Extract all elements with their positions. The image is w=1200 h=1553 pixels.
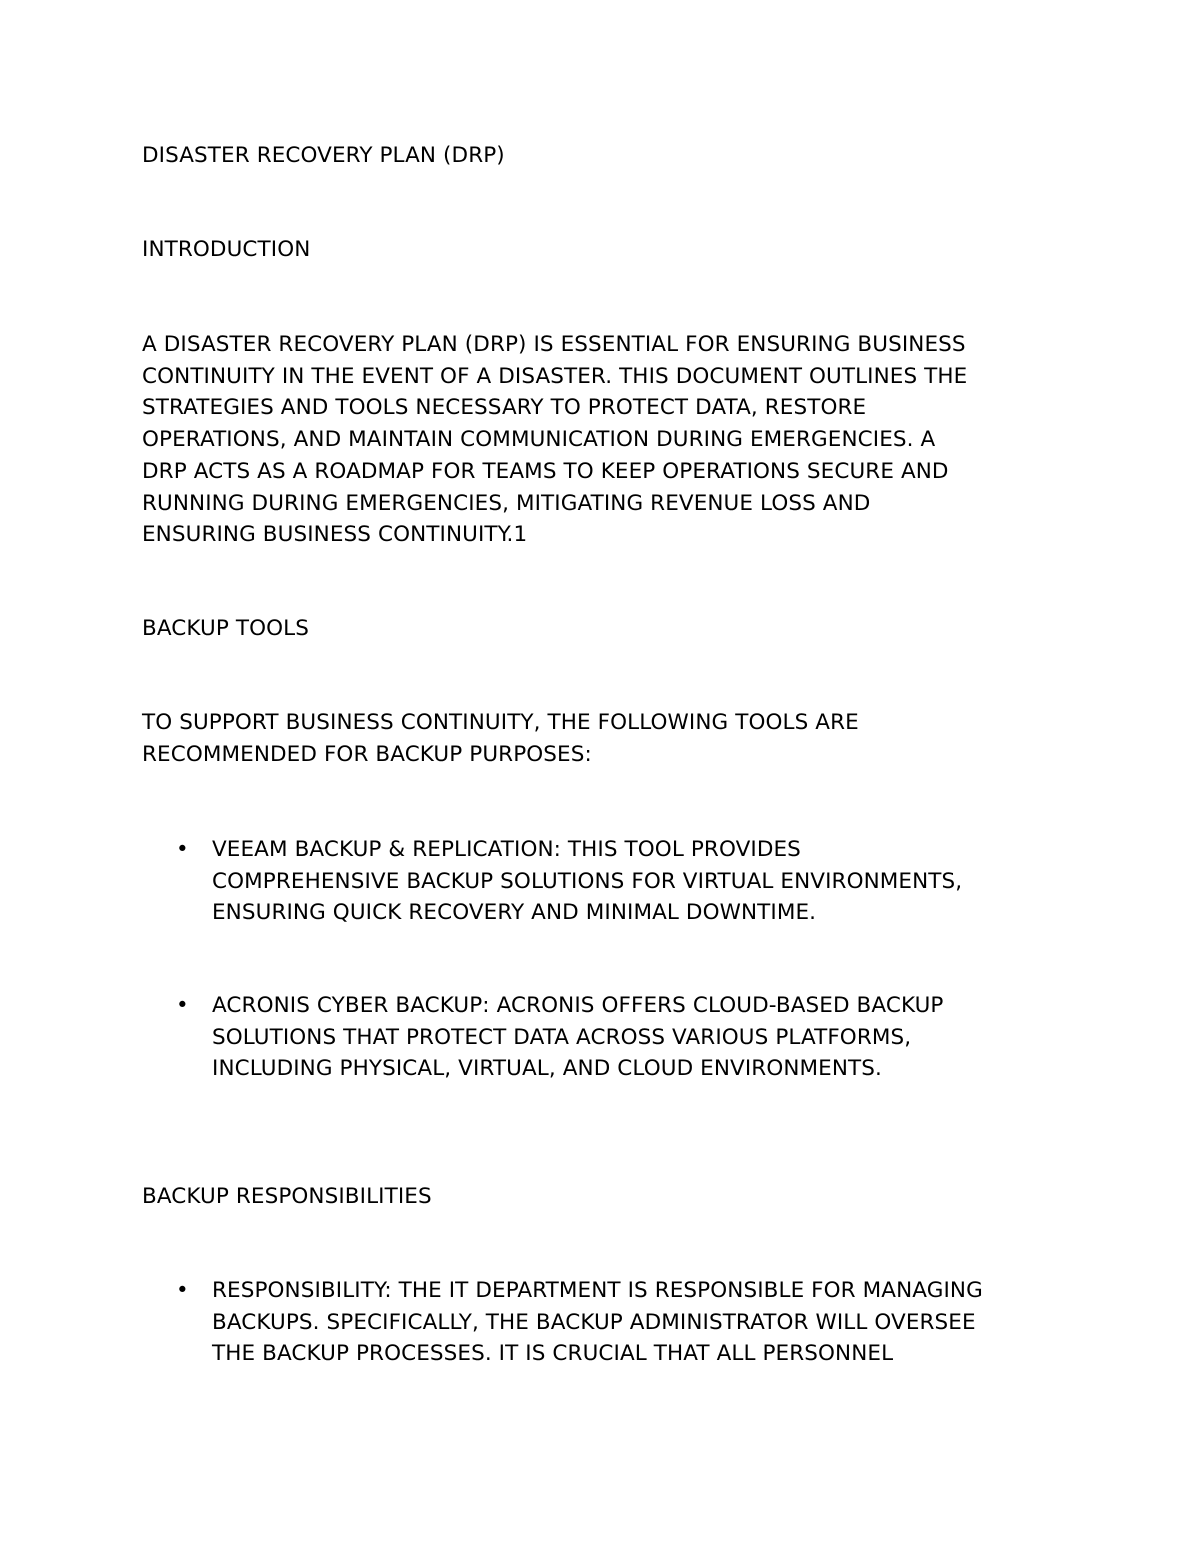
paragraph-line: RECOMMENDED FOR BACKUP PURPOSES: <box>142 741 592 767</box>
list-item-line: THE BACKUP PROCESSES. IT IS CRUCIAL THAT ALL PERSONNEL <box>212 1341 894 1367</box>
bullet-icon: • <box>176 1278 189 1303</box>
paragraph-line: ENSURING BUSINESS CONTINUITY.1 <box>142 522 528 548</box>
paragraph-line: OPERATIONS, AND MAINTAIN COMMUNICATION DURING EMERGENCIES. A <box>142 427 936 453</box>
list-item-line: BACKUPS. SPECIFICALLY, THE BACKUP ADMINISTRATOR WILL OVERSEE <box>212 1309 976 1335</box>
bullet-icon: • <box>176 993 189 1018</box>
document-title: DISASTER RECOVERY PLAN (DRP) <box>142 143 505 168</box>
backup-responsibilities-heading: BACKUP RESPONSIBILITIES <box>142 1184 432 1209</box>
backup-tools-heading: BACKUP TOOLS <box>142 616 309 641</box>
paragraph-line: RUNNING DURING EMERGENCIES, MITIGATING REVENUE LOSS AND <box>142 490 871 516</box>
introduction-paragraph <box>142 329 1072 551</box>
paragraph-line: STRATEGIES AND TOOLS NECESSARY TO PROTECT DATA, RESTORE <box>142 395 867 421</box>
list-item-line: ENSURING QUICK RECOVERY AND MINIMAL DOWNTIME. <box>212 900 817 926</box>
paragraph-line: CONTINUITY IN THE EVENT OF A DISASTER. THIS DOCUMENT OUTLINES THE <box>142 363 968 389</box>
introduction-heading: INTRODUCTION <box>142 237 311 262</box>
list-item-line: SOLUTIONS THAT PROTECT DATA ACROSS VARIOUS PLATFORMS, <box>212 1024 912 1050</box>
list-item-line: RESPONSIBILITY: THE IT DEPARTMENT IS RESPONSIBLE FOR MANAGING <box>212 1278 983 1303</box>
backup-tools-intro <box>142 707 1072 770</box>
list-item-line: ACRONIS CYBER BACKUP: ACRONIS OFFERS CLOUD-BASED BACKUP <box>212 993 944 1018</box>
paragraph-line: DRP ACTS AS A ROADMAP FOR TEAMS TO KEEP OPERATIONS SECURE AND <box>142 458 949 484</box>
list-item-text <box>212 834 1092 929</box>
list-item-line: COMPREHENSIVE BACKUP SOLUTIONS FOR VIRTUAL ENVIRONMENTS, <box>212 868 963 894</box>
bullet-icon: • <box>176 837 189 862</box>
paragraph-line: TO SUPPORT BUSINESS CONTINUITY, THE FOLLOWING TOOLS ARE <box>142 710 859 735</box>
paragraph-line: A DISASTER RECOVERY PLAN (DRP) IS ESSENTIAL FOR ENSURING BUSINESS <box>142 332 966 357</box>
list-item-text <box>212 1275 1092 1370</box>
list-item-line: VEEAM BACKUP & REPLICATION: THIS TOOL PROVIDES <box>212 837 801 862</box>
list-item-text <box>212 990 1092 1085</box>
list-item-line: INCLUDING PHYSICAL, VIRTUAL, AND CLOUD ENVIRONMENTS. <box>212 1056 882 1082</box>
